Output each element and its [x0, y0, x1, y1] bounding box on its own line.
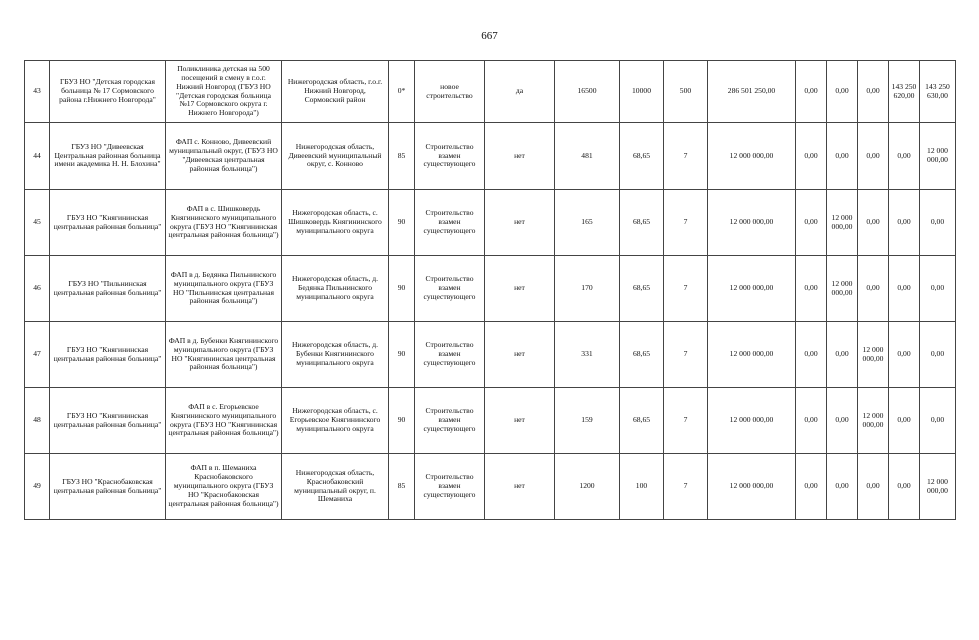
- table-row: [25, 388, 956, 454]
- construction-type-cell: Строительство взамен существующего: [415, 190, 485, 256]
- value-cell: 7: [664, 190, 708, 256]
- year-amount-cell: 0,00: [796, 190, 827, 256]
- year-amount-cell: 0,00: [858, 190, 889, 256]
- percent-cell: 90: [389, 388, 415, 454]
- row-number: 44: [25, 123, 50, 190]
- object-cell: ФАП в д. Бубенки Княгининского муниципального округа (ГБУЗ НО "Княгининская центральная районная больница"): [166, 322, 282, 388]
- year-amount-cell: 0,00: [889, 454, 920, 520]
- percent-cell: 85: [389, 123, 415, 190]
- total-cost-cell: 12 000 000,00: [708, 454, 796, 520]
- flag-cell: нет: [485, 256, 555, 322]
- construction-type-cell: Строительство взамен существующего: [415, 388, 485, 454]
- year-amount-cell: 0,00: [889, 322, 920, 388]
- year-amount-cell: 0,00: [920, 322, 956, 388]
- year-amount-cell: 0,00: [827, 388, 858, 454]
- value-cell: 10000: [620, 61, 664, 123]
- flag-cell: нет: [485, 123, 555, 190]
- year-amount-cell: 0,00: [858, 123, 889, 190]
- object-cell: ФАП в с. Шишковердь Княгининского муниципального округа (ГБУЗ НО "Княгининская центральная районная больница"): [166, 190, 282, 256]
- year-amount-cell: 12 000 000,00: [858, 322, 889, 388]
- total-cost-cell: 12 000 000,00: [708, 388, 796, 454]
- year-amount-cell: 0,00: [889, 123, 920, 190]
- row-number: 45: [25, 190, 50, 256]
- construction-type-cell: Строительство взамен существующего: [415, 454, 485, 520]
- year-amount-cell: 0,00: [858, 256, 889, 322]
- table-row: [25, 190, 956, 256]
- value-cell: 68,65: [620, 123, 664, 190]
- year-amount-cell: 0,00: [796, 256, 827, 322]
- object-cell: ФАП в с. Егорьевское Княгининского муниципального округа (ГБУЗ НО "Княгининская центральная районная больница"): [166, 388, 282, 454]
- flag-cell: нет: [485, 454, 555, 520]
- value-cell: 1200: [555, 454, 620, 520]
- institution-cell: ГБУЗ НО "Детская городская больница № 17 Сормовского района г.Нижнего Новгорода": [50, 61, 166, 123]
- institution-cell: ГБУЗ НО "Княгининская центральная районная больница": [50, 322, 166, 388]
- value-cell: 7: [664, 256, 708, 322]
- location-cell: Нижегородская область, д. Бубенки Княгининского муниципального округа: [282, 322, 389, 388]
- value-cell: 331: [555, 322, 620, 388]
- percent-cell: 0*: [389, 61, 415, 123]
- construction-type-cell: Строительство взамен существующего: [415, 322, 485, 388]
- year-amount-cell: 0,00: [920, 190, 956, 256]
- value-cell: 7: [664, 322, 708, 388]
- year-amount-cell: 0,00: [920, 388, 956, 454]
- year-amount-cell: 0,00: [796, 123, 827, 190]
- year-amount-cell: 0,00: [827, 322, 858, 388]
- value-cell: 481: [555, 123, 620, 190]
- value-cell: 170: [555, 256, 620, 322]
- year-amount-cell: 12 000 000,00: [920, 454, 956, 520]
- value-cell: 16500: [555, 61, 620, 123]
- flag-cell: нет: [485, 322, 555, 388]
- table-row: [25, 322, 956, 388]
- year-amount-cell: 0,00: [889, 190, 920, 256]
- value-cell: 68,65: [620, 322, 664, 388]
- row-number: 48: [25, 388, 50, 454]
- row-number: 46: [25, 256, 50, 322]
- year-amount-cell: 12 000 000,00: [858, 388, 889, 454]
- value-cell: 68,65: [620, 190, 664, 256]
- year-amount-cell: 0,00: [796, 322, 827, 388]
- year-amount-cell: 143 250 620,00: [889, 61, 920, 123]
- percent-cell: 85: [389, 454, 415, 520]
- total-cost-cell: 12 000 000,00: [708, 322, 796, 388]
- value-cell: 100: [620, 454, 664, 520]
- total-cost-cell: 12 000 000,00: [708, 256, 796, 322]
- construction-type-cell: новое строительство: [415, 61, 485, 123]
- institution-cell: ГБУЗ НО "Княгининская центральная районная больница": [50, 388, 166, 454]
- object-cell: Поликлиника детская на 500 посещений в смену в г.о.г. Нижний Новгород (ГБУЗ НО "Детская городская больница №17 Сормовского округа г. Нижнего Новгорода"): [166, 61, 282, 123]
- flag-cell: да: [485, 61, 555, 123]
- flag-cell: нет: [485, 388, 555, 454]
- object-cell: ФАП в д. Бедянка Пильнинского муниципального округа (ГБУЗ НО "Пильнинская центральная районная больница"): [166, 256, 282, 322]
- value-cell: 159: [555, 388, 620, 454]
- table-row: [25, 256, 956, 322]
- value-cell: 500: [664, 61, 708, 123]
- value-cell: 7: [664, 454, 708, 520]
- year-amount-cell: 12 000 000,00: [827, 256, 858, 322]
- institution-cell: ГБУЗ НО "Княгининская центральная районная больница": [50, 190, 166, 256]
- year-amount-cell: 12 000 000,00: [827, 190, 858, 256]
- value-cell: 7: [664, 123, 708, 190]
- total-cost-cell: 12 000 000,00: [708, 190, 796, 256]
- percent-cell: 90: [389, 322, 415, 388]
- location-cell: Нижегородская область, Краснобаковский муниципальный округ, п. Шеманиха: [282, 454, 389, 520]
- year-amount-cell: 0,00: [920, 256, 956, 322]
- page-number: 667: [481, 30, 498, 42]
- institution-cell: ГБУЗ НО "Краснобаковская центральная районная больница": [50, 454, 166, 520]
- total-cost-cell: 286 501 250,00: [708, 61, 796, 123]
- year-amount-cell: 0,00: [796, 61, 827, 123]
- year-amount-cell: 0,00: [827, 123, 858, 190]
- year-amount-cell: 0,00: [858, 454, 889, 520]
- institution-cell: ГБУЗ НО "Дивеевская Центральная районная больница имени академика Н. Н. Блохина": [50, 123, 166, 190]
- construction-type-cell: Строительство взамен существующего: [415, 256, 485, 322]
- year-amount-cell: 0,00: [858, 61, 889, 123]
- institution-cell: ГБУЗ НО "Пильнинская центральная районная больница": [50, 256, 166, 322]
- location-cell: Нижегородская область, г.о.г. Нижний Новгород, Сормовский район: [282, 61, 389, 123]
- table-row: [25, 123, 956, 190]
- row-number: 49: [25, 454, 50, 520]
- object-cell: ФАП в п. Шеманиха Краснобаковского муниципального округа (ГБУЗ НО "Краснобаковская центральная районная больница"): [166, 454, 282, 520]
- row-number: 47: [25, 322, 50, 388]
- object-cell: ФАП с. Конново, Дивеевский муниципальный округ, (ГБУЗ НО "Дивеевская центральная районная больница"): [166, 123, 282, 190]
- value-cell: 68,65: [620, 388, 664, 454]
- location-cell: Нижегородская область, Дивеевский муниципальный округ, с. Конново: [282, 123, 389, 190]
- year-amount-cell: 0,00: [827, 61, 858, 123]
- year-amount-cell: 12 000 000,00: [920, 123, 956, 190]
- total-cost-cell: 12 000 000,00: [708, 123, 796, 190]
- year-amount-cell: 0,00: [796, 454, 827, 520]
- percent-cell: 90: [389, 190, 415, 256]
- value-cell: 165: [555, 190, 620, 256]
- location-cell: Нижегородская область, д. Бедянка Пильнинского муниципального округа: [282, 256, 389, 322]
- row-number: 43: [25, 61, 50, 123]
- table-row: [25, 61, 956, 123]
- flag-cell: нет: [485, 190, 555, 256]
- location-cell: Нижегородская область, с. Егорьевское Княгининского муниципального округа: [282, 388, 389, 454]
- table-row: [25, 454, 956, 520]
- value-cell: 68,65: [620, 256, 664, 322]
- year-amount-cell: 0,00: [796, 388, 827, 454]
- percent-cell: 90: [389, 256, 415, 322]
- value-cell: 7: [664, 388, 708, 454]
- construction-type-cell: Строительство взамен существующего: [415, 123, 485, 190]
- data-table: [24, 60, 956, 520]
- year-amount-cell: 0,00: [889, 388, 920, 454]
- year-amount-cell: 0,00: [889, 256, 920, 322]
- year-amount-cell: 143 250 630,00: [920, 61, 956, 123]
- location-cell: Нижегородская область, с. Шишковердь Княгининского муниципального округа: [282, 190, 389, 256]
- year-amount-cell: 0,00: [827, 454, 858, 520]
